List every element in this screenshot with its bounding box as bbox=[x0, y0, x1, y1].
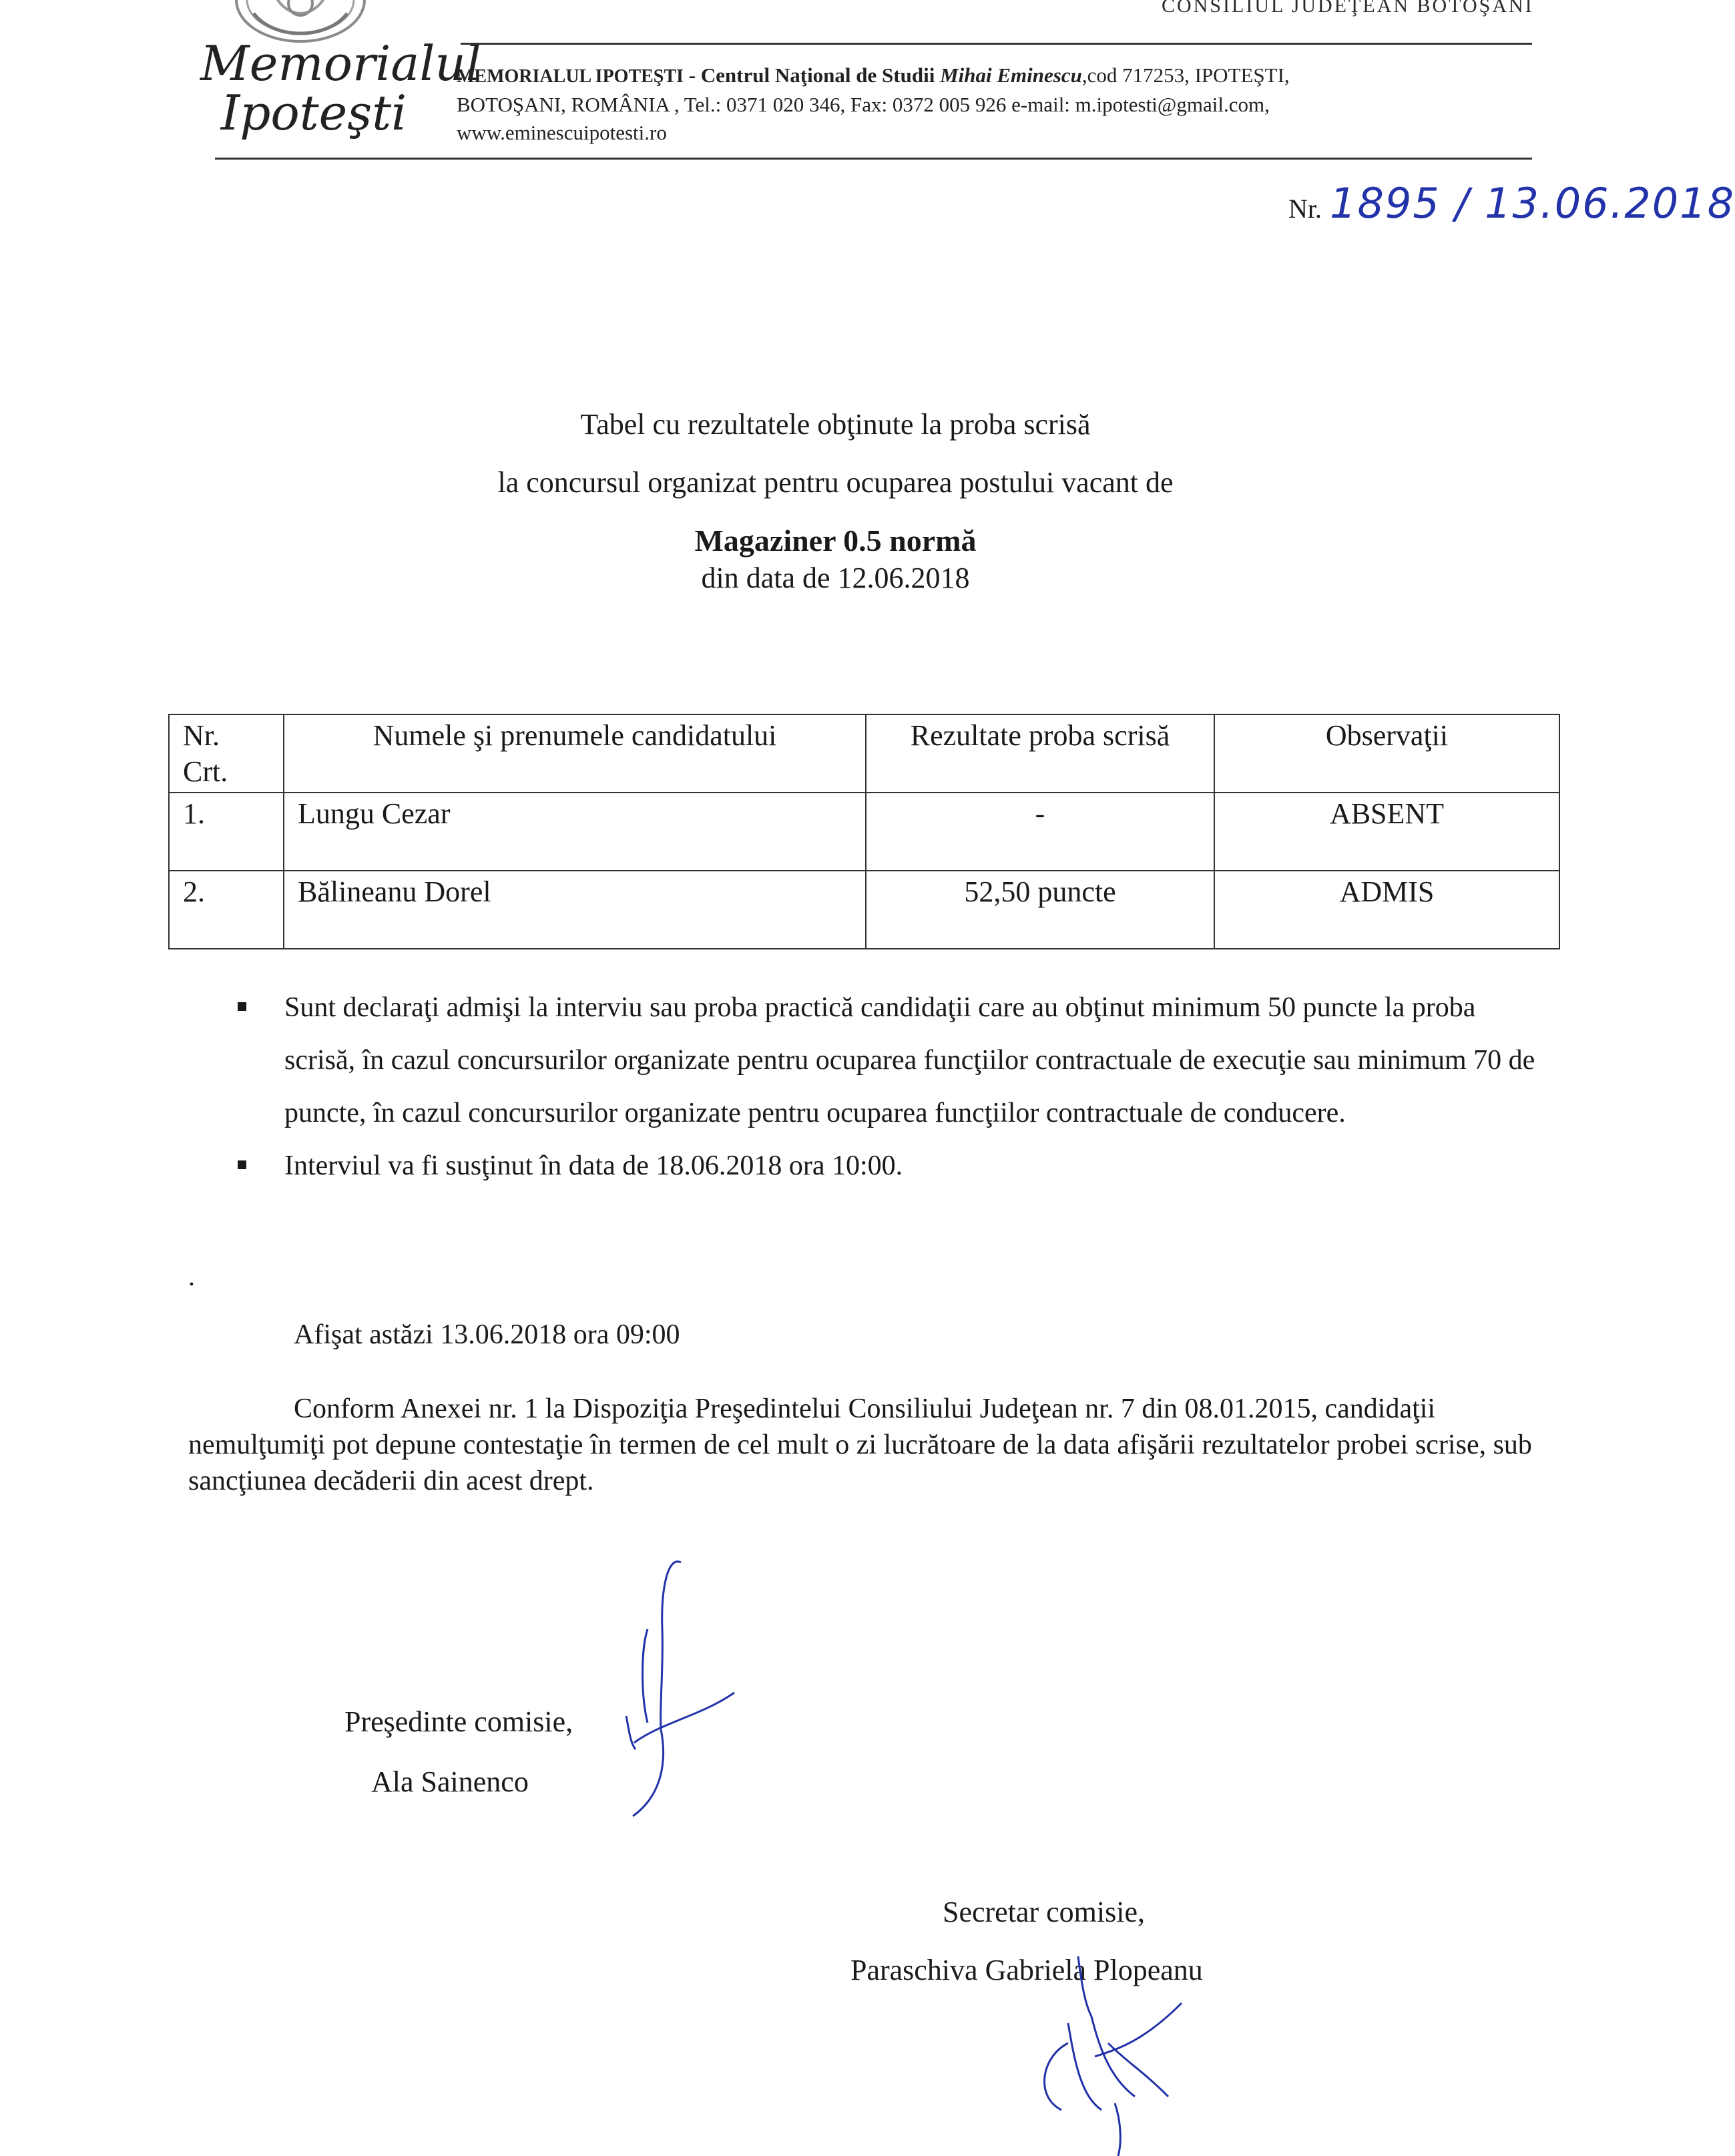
registration-number bbox=[1288, 179, 1735, 228]
logo-line-2: Ipoteşti bbox=[220, 85, 407, 141]
posted-date: Afişat astăzi 13.06.2018 ora 09:00 bbox=[294, 1319, 680, 1350]
row-result: 52,50 puncte bbox=[866, 871, 1214, 949]
reg-label: Nr. bbox=[1288, 194, 1322, 224]
address-website: www.eminescuipotesti.ro bbox=[457, 121, 667, 144]
bullet-square-icon bbox=[238, 1160, 246, 1169]
logo-wordmark bbox=[200, 35, 481, 141]
table-header-row bbox=[169, 714, 1559, 793]
stray-dot: . bbox=[188, 1261, 195, 1291]
secretary-role: Secretar comisie, bbox=[943, 1896, 1145, 1928]
header-nr: Nr. Crt. bbox=[169, 714, 284, 793]
secretary-signature-icon bbox=[1028, 1943, 1202, 2156]
row-name: Bălineanu Dorel bbox=[284, 871, 866, 949]
header-bottom-rule bbox=[215, 158, 1532, 160]
table-row bbox=[169, 793, 1559, 871]
header-top-rule bbox=[461, 43, 1532, 45]
address-dash: - bbox=[683, 63, 701, 87]
council-name: CONSILIUL JUDEŢEAN BOTOŞANI bbox=[1162, 0, 1534, 17]
address-line-2: BOTOŞANI, ROMÂNIA , Tel.: 0371 020 346, Fax: 0372 005 926 e-mail: m.ipotesti@gmail.com, bbox=[457, 93, 1270, 116]
header-observations: Observaţii bbox=[1214, 714, 1559, 793]
doc-title-line-2: la concursul organizat pentru ocuparea postului vacant de bbox=[497, 466, 1174, 499]
exam-date: din data de 12.06.2018 bbox=[701, 562, 970, 594]
table-row bbox=[169, 871, 1559, 949]
logo-line-1: Memorialul bbox=[200, 35, 481, 91]
address-center: Centrul Naţional de Studii bbox=[700, 63, 941, 87]
row-nr: 1. bbox=[169, 793, 284, 871]
notes-list bbox=[234, 982, 1535, 1193]
row-observation: ABSENT bbox=[1214, 793, 1559, 871]
bullet-square-icon bbox=[238, 1002, 246, 1011]
note-admission-criteria: Sunt declaraţi admişi la interviu sau proba practică candidaţii care au obţinut minimum 50 puncte la proba scrisă, în cazul concursurilor organizate pentru ocuparea funcţiilor contractuale de execuţie sau minimum 70 de puncte, în cazul concursurilor organizate pentru ocuparea funcţiilor contractuale de conducere. bbox=[284, 992, 1535, 1128]
row-nr: 2. bbox=[169, 871, 284, 949]
reg-number-handwritten: 1895 / 13.06.2018 bbox=[1330, 179, 1735, 228]
president-signature-icon bbox=[621, 1549, 741, 1829]
address-center-name: Mihai Eminescu bbox=[940, 63, 1082, 87]
header-result: Rezultate proba scrisă bbox=[866, 714, 1214, 793]
list-item bbox=[234, 982, 1535, 1140]
row-name: Lungu Cezar bbox=[284, 793, 866, 871]
list-item bbox=[234, 1140, 1535, 1193]
secretary-name: Paraschiva Gabriela Plopeanu bbox=[850, 1954, 1203, 1986]
doc-title-line-1: Tabel cu rezultatele obţinute la proba scrisă bbox=[580, 408, 1091, 441]
row-result: - bbox=[866, 793, 1214, 871]
president-role: Preşedinte comisie, bbox=[344, 1705, 573, 1738]
header-name: Numele şi prenumele candidatului bbox=[284, 714, 866, 793]
note-interview-date: Interviul va fi susţinut în data de 18.06.2018 ora 10:00. bbox=[284, 1150, 903, 1181]
institution-address bbox=[457, 61, 1538, 147]
contest-paragraph: Conform Anexei nr. 1 la Dispoziţia Preşedintelui Consiliului Judeţean nr. 7 din 08.01.2015, candidaţii nemulţumiţi pot depune contestaţie în termen de cel mult o zi lucrătoare de la data afişării rezultatelor probei scrise, sub sancţiunea decăderii din acest drept. bbox=[188, 1393, 1532, 1496]
row-observation: ADMIS bbox=[1214, 871, 1559, 949]
address-rest: ,cod 717253, IPOTEŞTI, bbox=[1081, 63, 1290, 87]
address-org: MEMORIALUL IPOTEŞTI bbox=[457, 66, 684, 87]
president-name: Ala Sainenco bbox=[371, 1765, 529, 1798]
position-title: Magaziner 0.5 normă bbox=[694, 523, 977, 558]
results-table bbox=[168, 714, 1560, 949]
